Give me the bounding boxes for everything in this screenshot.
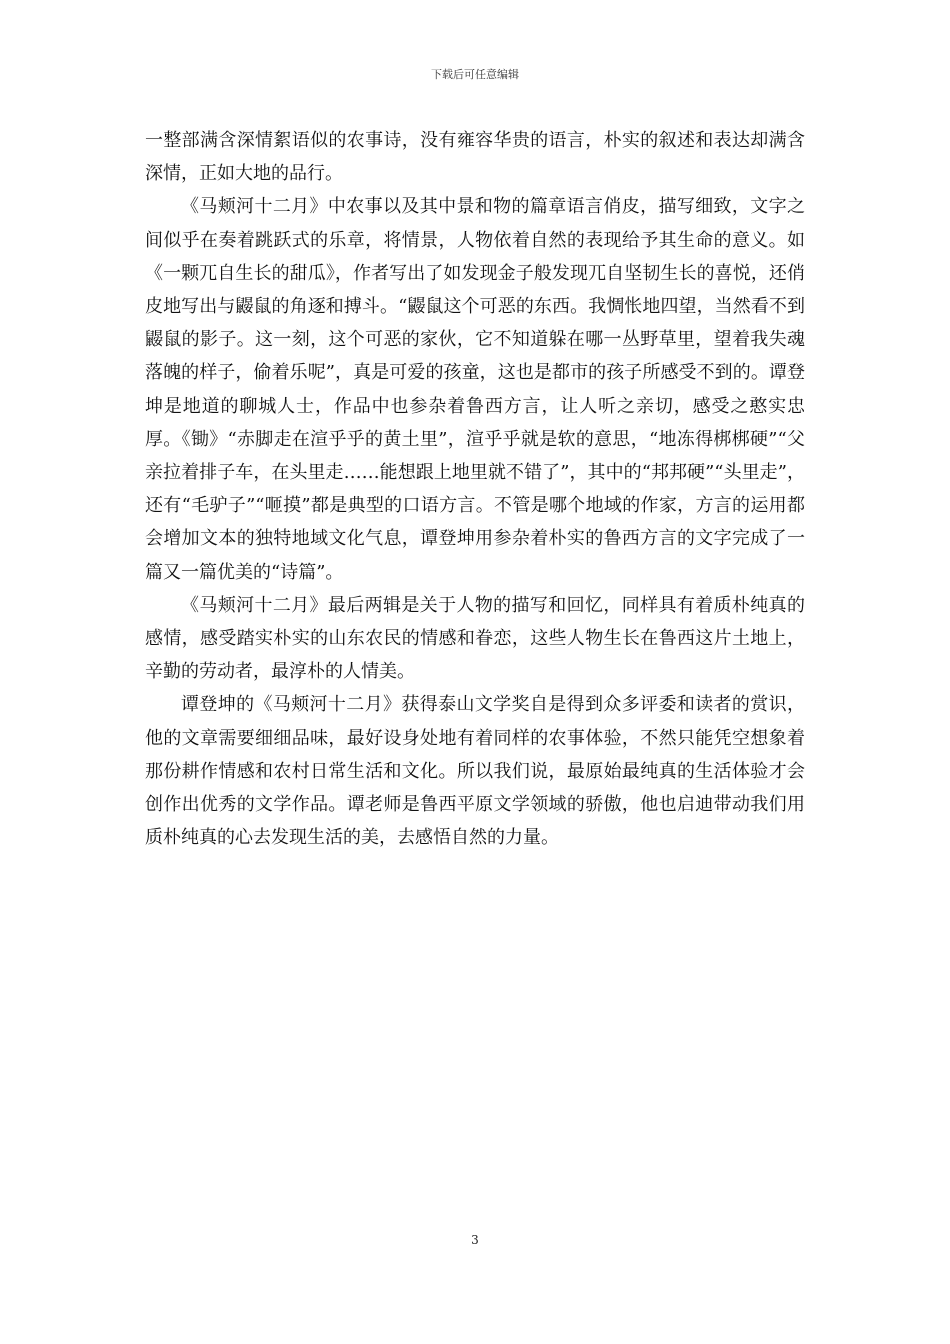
paragraph-continued: 一整部满含深情絮语似的农事诗，没有雍容华贵的语言，朴实的叙述和表达却满含深情，正如大地的品行。 <box>145 130 805 185</box>
page-number: 3 <box>471 1233 479 1247</box>
paragraph: 《马颊河十二月》中农事以及其中景和物的篇章语言俏皮，描写细致，文字之间似乎在奏着跳跃式的乐章，将情景，人物依着自然的表现给予其生命的意义。如《一颗兀自生长的甜瓜》，作者写出了如发现金子般发现兀自坚韧生长的喜悦，还俏皮地写出与鼹鼠的角逐和搏斗。“鼹鼠这个可恶的东西。我惆怅地四望，当然看不到鼹鼠的影子。这一刻，这个可恶的家伙，它不知道躲在哪一丛野草里，望着我失魂落魄的样子，偷着乐呢”，真是可爱的孩童，这也是都市的孩子所感受不到的。谭登坤是地道的聊城人士，作品中也参杂着鲁西方言，让人听之亲切，感受之憨实忠厚。《锄》“赤脚走在渲乎乎的黄土里”，渲乎乎就是软的意思，“地冻得梆梆硬”“父亲拉着排子车，在头里走……能想跟上地里就不错了”，其中的“邦邦硬”“头里走”，还有“毛驴子”“咂摸”都是典型的口语方言。不管是哪个地域的作家，方言的运用都会增加文本的独特地域文化气息，谭登坤用参杂着朴实的鲁西方言的文字完成了一篇又一篇优美的“诗篇”。 <box>145 196 805 583</box>
paragraph: 谭登坤的《马颊河十二月》获得泰山文学奖自是得到众多评委和读者的赏识，他的文章需要细细品味，最好设身处地有着同样的农事体验，不然只能凭空想象着那份耕作情感和农村日常生活和文化。所以我们说，最原始最纯真的生活体验才会创作出优秀的文学作品。谭老师是鲁西平原文学领域的骄傲，他也启迪带动我们用质朴纯真的心去发现生活的美，去感悟自然的力量。 <box>145 694 805 849</box>
body-text <box>145 124 805 854</box>
paragraph: 《马颊河十二月》最后两辑是关于人物的描写和回忆，同样具有着质朴纯真的感情，感受踏实朴实的山东农民的情感和眷恋，这些人物生长在鲁西这片土地上，辛勤的劳动者，最淳朴的人情美。 <box>145 594 805 683</box>
page-header: 下载后可任意编辑 <box>431 68 519 81</box>
